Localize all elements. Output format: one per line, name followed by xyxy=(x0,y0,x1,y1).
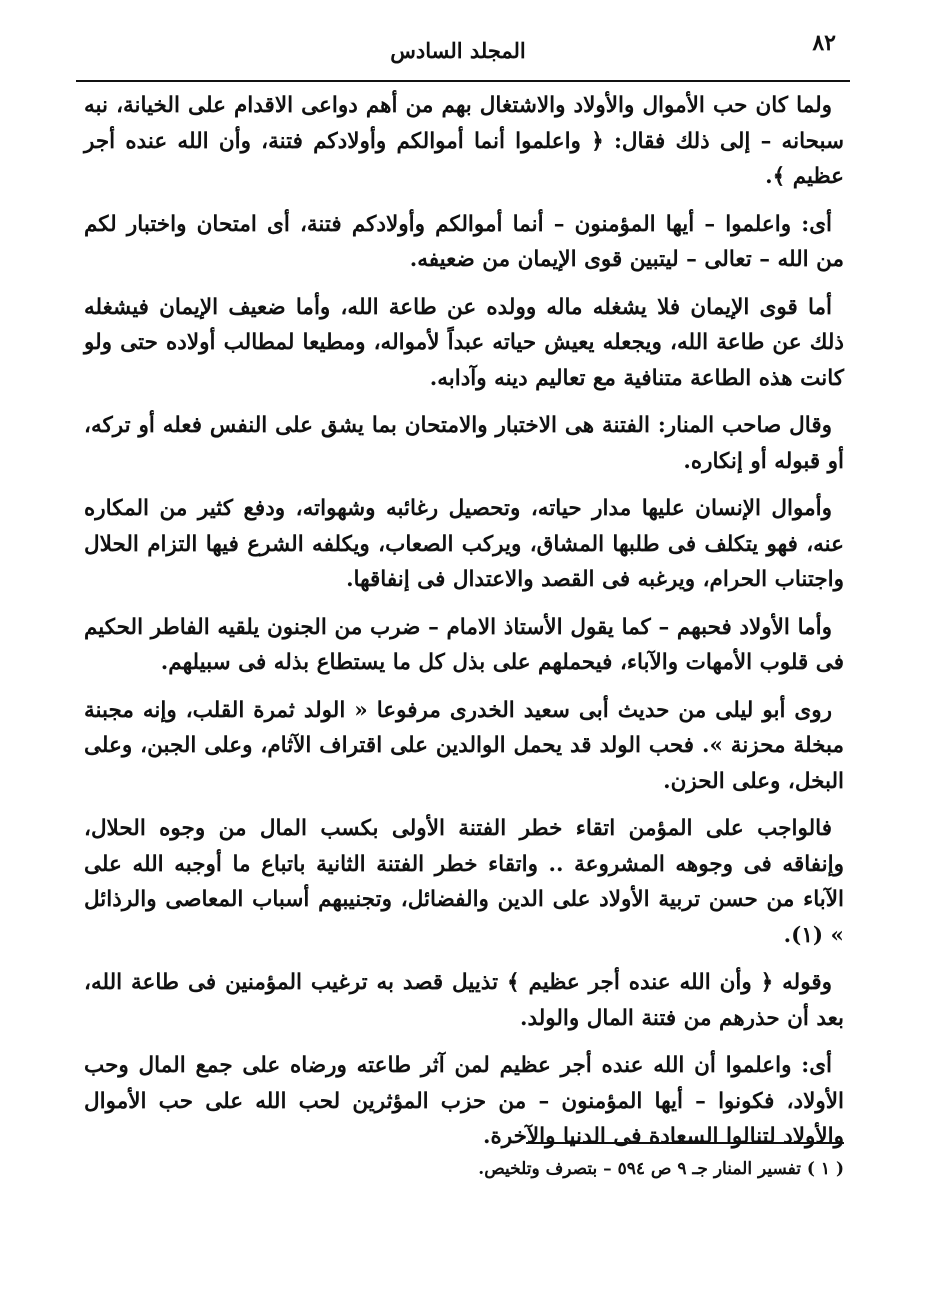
paragraph-7: روى أبو ليلى من حديث أبى سعيد الخدرى مرفوعا « الولد ثمرة القلب، وإنه مجبنة مبخلة محزنة ». فحب الولد قد يحمل الوالدين على اقتراف الآثام، وعلى الجبن، وعلى البخل، وعلى الحزن. xyxy=(84,697,844,794)
page-number: ٨٢ xyxy=(812,30,836,56)
paragraph-10: أى: واعلموا أن الله عنده أجر عظيم لمن آثر طاعته ورضاه على جمع المال وحب الأولاد، فكونوا – أيها المؤمنون – من حزب المؤثرين لحب الله على حب الأموال والأولاد لتنالوا السعادة فى الدنيا والآخرة. xyxy=(84,1053,844,1149)
paragraph-5: وأموال الإنسان عليها مدار حياته، وتحصيل رغائبه وشهواته، ودفع كثير من المكاره عنه، فهو يتكلف فى طلبها المشاق، ويركب الصعاب، ويكلفه الشرع فيها التزام الحلال واجتناب الحرام، ويرغبه فى القصد والاعتدال فى إنفاقها. xyxy=(84,496,844,592)
page-header xyxy=(80,26,836,74)
footnote-rule xyxy=(526,1142,844,1144)
paragraph-8: فالواجب على المؤمن اتقاء خطر الفتنة الأولى بكسب المال من وجوه الحلال، وإنفاقه فى وجوهه المشروعة .. واتقاء خطر الفتنة الثانية باتباع ما أوجبه الله على الآباء من حسن تربية الأولاد على الدين والفضائل، وتجنيبهم أسباب المعاصى والرذائل » (١). xyxy=(84,816,844,948)
running-title: المجلد السادس xyxy=(390,38,526,63)
paragraph-2: أى: واعلموا – أيها المؤمنون – أنما أموالكم وأولادكم فتنة، أى امتحان واختبار لكم من الله – تعالى – ليتبين قوى الإيمان من ضعيفه. xyxy=(84,211,844,272)
footnote: ( ١ ) تفسير المنار جـ ٩ ص ٥٩٤ – بتصرف وتلخيص. xyxy=(478,1159,844,1179)
paragraph-6: وأما الأولاد فحبهم – كما يقول الأستاذ الامام – ضرب من الجنون يلقيه الفاطر الحكيم فى قلوب الأمهات والآباء، فيحملهم على بذل كل ما يستطاع بذله فى سبيلهم. xyxy=(84,614,844,675)
paragraph-9: وقوله ﴿ وأن الله عنده أجر عظيم ﴾ تذييل قصد به ترغيب المؤمنين فى طاعة الله، بعد أن حذرهم من فتنة المال والولد. xyxy=(84,970,844,1031)
paragraph-4: وقال صاحب المنار: الفتنة هى الاختبار والامتحان بما يشق على النفس فعله أو تركه، أو قبوله أو إنكاره. xyxy=(84,413,844,474)
paragraph-3: أما قوى الإيمان فلا يشغله ماله وولده عن طاعة الله، وأما ضعيف الإيمان فيشغله ذلك عن طاعة الله، ويجعله يعيش حياته عبداً لأمواله، ومطيعا لمطالب أولاده حتى ولو كانت هذه الطاعة متنافية مع تعاليم دينه وآدابه. xyxy=(84,294,844,391)
header-rule xyxy=(76,80,850,82)
paragraph-1: ولما كان حب الأموال والأولاد والاشتغال بهم من أهم دواعى الاقدام على الخيانة، نبه سبحانه – إلى ذلك فقال: ﴿ واعلموا أنما أموالكم وأولادكم فتنة، وأن الله عنده أجر عظيم ﴾. xyxy=(84,93,844,189)
body-text xyxy=(84,88,844,1167)
